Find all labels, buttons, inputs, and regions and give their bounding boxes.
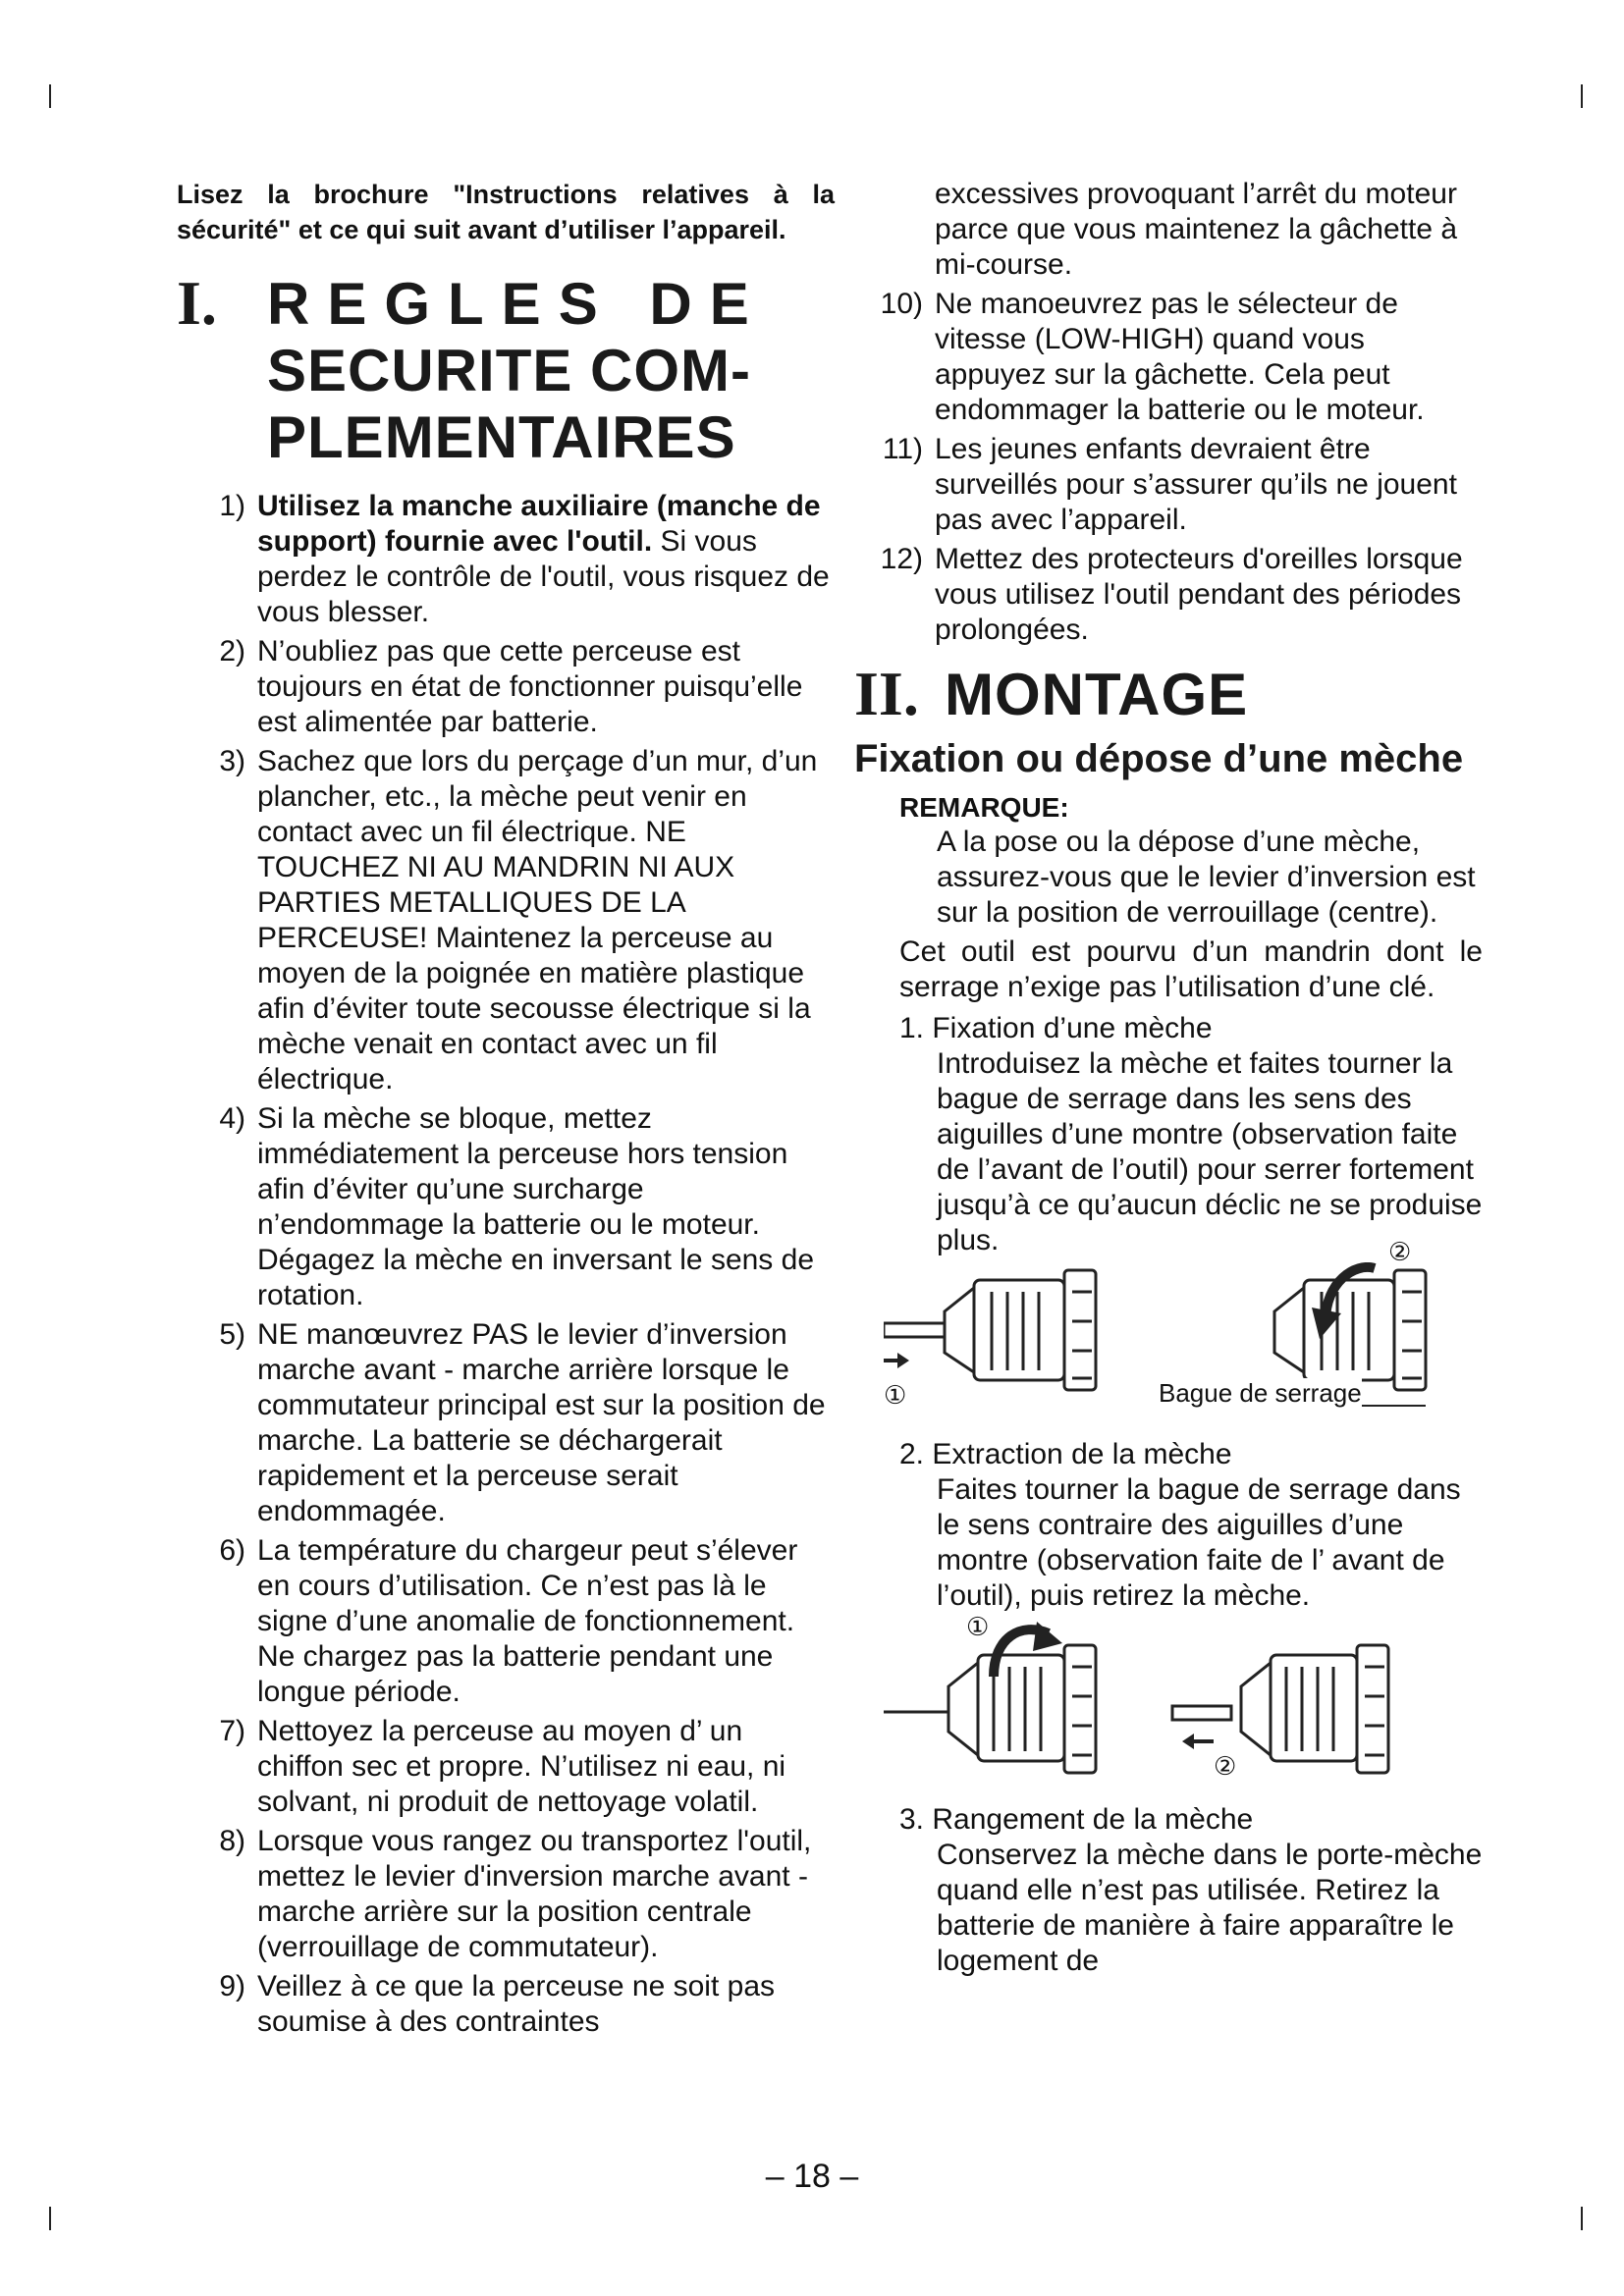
section-1-number: I. [177, 268, 217, 338]
remove-arrow-icon [1182, 1734, 1214, 1749]
figure-2-mark-2: ② [1214, 1751, 1237, 1781]
section-2-heading [854, 659, 1483, 728]
section-1-title-line1: REGLES DE [267, 271, 767, 337]
section-1-title-line2: SECURITE COM- [267, 338, 751, 403]
rule-item [177, 489, 835, 630]
rule-text: NE manœuvrez PAS le levier d’inversion marche avant - marche arrière lorsque le commutateur principal est sur la position de marche. La batterie se déchargerait rapidement et la perceuse serait endommagée. [257, 1318, 826, 1527]
insert-arrow-icon [884, 1353, 909, 1368]
chuck-removal-illustration [884, 1618, 1473, 1794]
page-number: – 18 – [765, 2158, 859, 2195]
crop-mark-top-left [49, 84, 51, 108]
rule-text: N’oubliez pas que cette perceuse est toujours en état de fonctionner puisqu’elle est alimentée par batterie. [257, 635, 803, 738]
rule-item [854, 542, 1483, 648]
section-2-title: MONTAGE [945, 662, 1249, 727]
rule-number: 11) [882, 433, 923, 465]
rule-number: 5) [219, 1318, 245, 1351]
chuck-empty-icon [1241, 1645, 1388, 1773]
rule-text: Si la mèche se bloque, mettez immédiatement la perceuse hors tension afin d’éviter qu’une surcharge n’endommage la batterie ou le moteur. Dégagez la mèche en inversant le sens de rotation. [257, 1102, 815, 1311]
bit-removed-icon [1172, 1706, 1231, 1720]
step-1-heading: 1. Fixation d’une mèche [899, 1012, 1213, 1044]
safety-rules-list [177, 489, 835, 2040]
rule-text: Lorsque vous rangez ou transportez l'outil, mettez le levier d'inversion marche avant - marche arrière sur la position centrale (verrouillage de commutateur). [257, 1825, 812, 1963]
crop-mark-bottom-right [1581, 2207, 1583, 2230]
rule-item [177, 1317, 835, 1529]
rule-item [177, 1101, 835, 1313]
step-1-text: Introduisez la mèche et faites tourner la bague de serrage dans les sens des aiguilles d’une montre (observation faite de l’avant de l’outil) pour serrer fortement jusqu’à ce qu’aucun déclic ne se produise plus. [937, 1047, 1483, 1256]
rule-text: Mettez des protecteurs d'oreilles lorsque vous utilisez l'outil pendant des périodes prolongées. [935, 543, 1463, 646]
rule-normal-text: Si vous perdez le contrôle de l'outil, vous risquez de vous blesser. [257, 525, 830, 628]
rule-bold-text: Utilisez la manche auxiliaire (manche de support) fournie avec l'outil. [257, 490, 821, 558]
safety-rules-list-continued [854, 287, 1483, 648]
bit-mounting-subtitle: Fixation ou dépose d’une mèche [854, 737, 1464, 780]
crop-mark-bottom-left [49, 2207, 51, 2230]
step-2-text: Faites tourner la bague de serrage dans le sens contraire des aiguilles d’une montre (observation faite de l’ avant de l’outil), puis retirez la mèche. [937, 1473, 1461, 1612]
chuck-description: Cet outil est pourvu d’un mandrin dont le serrage n’exige pas l’utilisation d’une clé. [899, 935, 1483, 1003]
crop-mark-top-right [1581, 84, 1583, 108]
intro-text: Lisez la brochure "Instructions relatives à la sécurité" et ce qui suit avant d’utiliser l’appareil. [177, 180, 835, 244]
rule-number: 10) [880, 288, 923, 320]
step-3-heading: 3. Rangement de la mèche [899, 1803, 1254, 1836]
section-1-title-line3: PLEMENTAIRES [267, 404, 736, 470]
figure-1-mark-1: ① [884, 1380, 907, 1410]
rule-text: Les jeunes enfants devraient être surveillés pour s’assurer qu’ils ne jouent pas avec l’appareil. [935, 433, 1457, 536]
rule-text: Nettoyez la perceuse au moyen d’ un chiffon sec et propre. N’utilisez ni eau, ni solvant, ni produit de nettoyage volatil. [257, 1715, 786, 1818]
rule-number: 6) [219, 1534, 245, 1567]
step-3-text: Conservez la mèche dans le porte-mèche quand elle n’est pas utilisée. Retirez la batterie de manière à faire apparaître le logement de [937, 1839, 1483, 1977]
rule-item [177, 634, 835, 740]
remark-label: REMARQUE: [899, 792, 1069, 823]
rule-number: 7) [219, 1715, 245, 1747]
rule-text: La température du chargeur peut s’élever en cours d’utilisation. Ce n’est pas là le signe d’une anomalie de fonctionnement. Ne chargez pas la batterie pendant une longue période. [257, 1534, 798, 1708]
rule-number: 12) [880, 543, 923, 575]
rule-9-continuation: excessives provoquant l’arrêt du moteur parce que vous maintenez la gâchette à mi-course. [935, 178, 1458, 281]
rule-text [257, 489, 835, 630]
rule-item [854, 432, 1483, 538]
rule-text: Ne manoeuvrez pas le sélecteur de vitesse (LOW-HIGH) quand vous appuyez sur la gâchette. Cela peut endommager la batterie ou le moteur. [935, 288, 1425, 426]
figure-bit-insertion [884, 1237, 1473, 1419]
rule-number: 3) [219, 745, 245, 777]
rule-item [177, 744, 835, 1097]
chuck-right-icon [1274, 1270, 1426, 1390]
figure-1-mark-2: ② [1388, 1237, 1412, 1266]
section-2-number: II. [854, 659, 919, 728]
chuck-left-icon [945, 1270, 1096, 1390]
drill-bit-icon [884, 1323, 945, 1337]
step-2-heading: 2. Extraction de la mèche [899, 1438, 1232, 1470]
rule-number: 2) [219, 635, 245, 667]
right-column [854, 177, 1483, 1983]
rule-item [177, 1533, 835, 1710]
rule-number: 1) [219, 490, 245, 522]
ring-label: Bague de serrage [1159, 1378, 1362, 1408]
rule-item [854, 287, 1483, 428]
section-1-heading [177, 268, 835, 471]
rule-item [177, 1714, 835, 1820]
figure-2-mark-1: ① [966, 1612, 990, 1641]
rule-text: Sachez que lors du perçage d’un mur, d’un plancher, etc., la mèche peut venir en contact avec un fil électrique. NE TOUCHEZ NI AU MANDRIN NI AUX PARTIES METALLIQUES DE LA PERCEUSE! Maintenez la perceuse au moyen de la poignée en matière plastique afin d’éviter toute secousse électrique si la mèche venait en contact avec un fil électrique. [257, 745, 818, 1095]
rule-number: 9) [219, 1970, 245, 2002]
left-column [177, 177, 835, 2044]
rule-text: Veillez à ce que la perceuse ne soit pas soumise à des contraintes [257, 1970, 776, 2038]
rule-item [177, 1969, 835, 2040]
rule-number: 4) [219, 1102, 245, 1135]
rule-number: 8) [219, 1825, 245, 1857]
rule-item [177, 1824, 835, 1965]
rotation-counterclockwise-icon [994, 1622, 1062, 1677]
figure-bit-removal [884, 1612, 1473, 1794]
remark-text: A la pose ou la dépose d’une mèche, assurez-vous que le levier d’inversion est sur la position de verrouillage (centre). [937, 826, 1476, 929]
